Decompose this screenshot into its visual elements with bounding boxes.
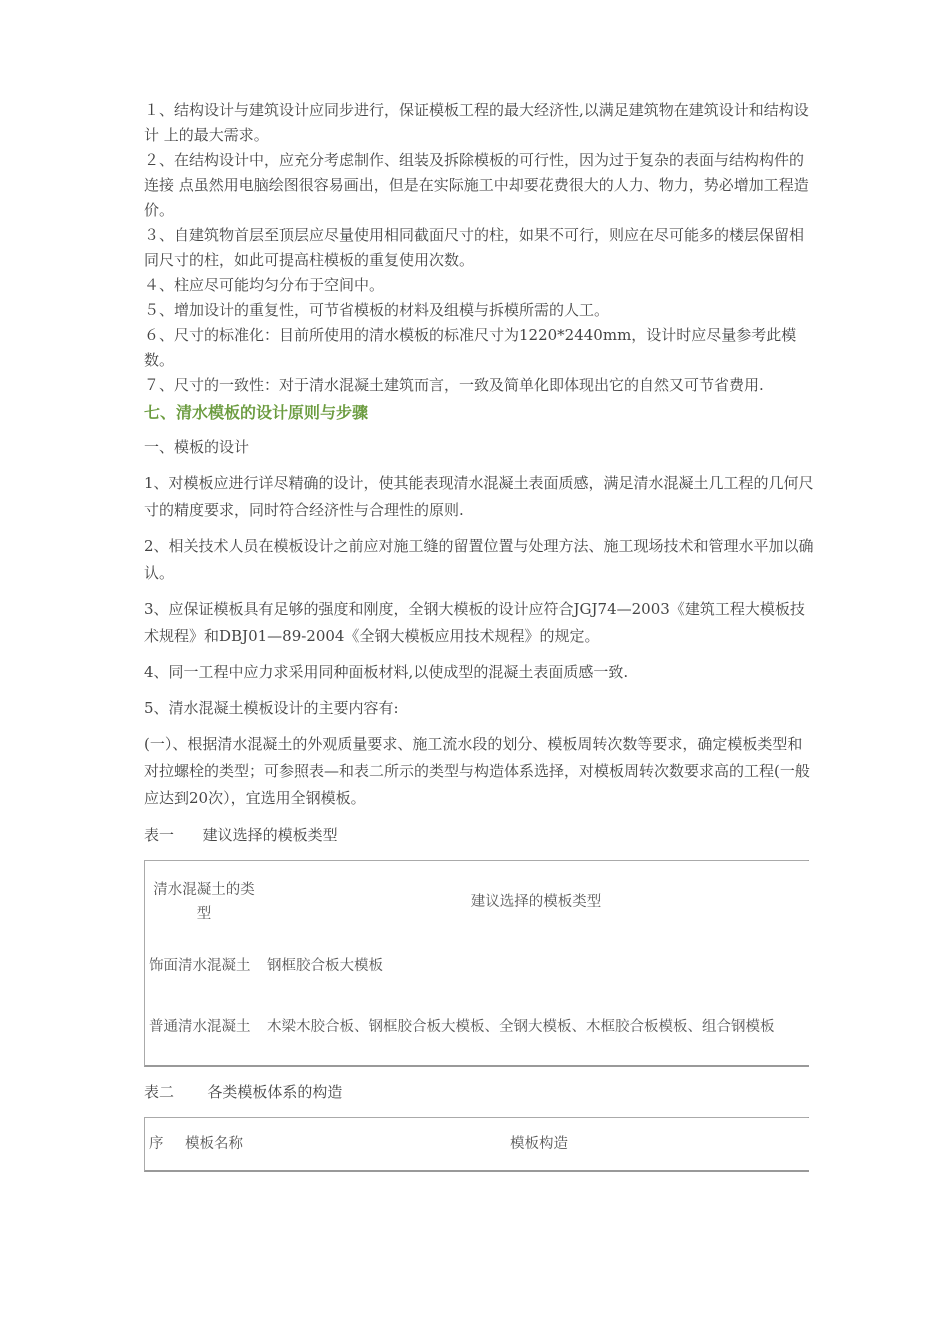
document-page xyxy=(144,98,814,1172)
list-item: ７、尺寸的一致性：对于清水混凝土建筑而言，一致及简单化即体现出它的自然又可节省费用. xyxy=(144,376,764,394)
table-cell: 饰面清水混凝土 xyxy=(149,958,251,974)
list-item: ２、在结构设计中，应充分考虑制作、组装及拆除模板的可行性，因为过于复杂的表面与结构构件的连接 点虽然用电脑绘图很容易画出，但是在实际施工中却要花费很大的人力、物力，势必增加工程造价。 xyxy=(144,151,809,219)
table-cell: 木梁木胶合板、钢框胶合板大模板、全钢大模板、木框胶合板模板、组合钢模板 xyxy=(267,1019,775,1035)
paragraph: 2、相关技术人员在模板设计之前应对施工缝的留置位置与处理方法、施工现场技术和管理水平加以确认。 xyxy=(144,537,814,582)
table-row xyxy=(145,943,809,989)
table2-caption: 表二 各类模板体系的构造 xyxy=(144,1083,343,1101)
paragraph: 4、同一工程中应力求采用同种面板材料,以使成型的混凝土表面质感一致. xyxy=(144,663,629,681)
list-item: １、结构设计与建筑设计应同步进行，保证模板工程的最大经济性,以满足建筑物在建筑设计和结构设计 上的最大需求。 xyxy=(144,101,809,144)
table1-caption: 表一 建议选择的模板类型 xyxy=(144,826,338,844)
table-header-cell: 序 xyxy=(149,1136,164,1152)
table-header-cell: 模板名称 xyxy=(185,1136,243,1152)
table2 xyxy=(144,1117,809,1172)
table-header-row xyxy=(145,861,809,943)
table-header-cell: 清水混凝土的类型 xyxy=(153,882,255,922)
table-row xyxy=(145,989,809,1065)
table-header-cell: 建议选择的模板类型 xyxy=(470,894,602,910)
table-cell: 普通清水混凝土 xyxy=(149,1019,251,1035)
subsection-title: 一、模板的设计 xyxy=(144,438,250,456)
design-list xyxy=(144,98,814,398)
list-item: ４、柱应尽可能均匀分布于空间中。 xyxy=(144,276,385,294)
list-item: ６、尺寸的标准化：目前所使用的清水模板的标准尺寸为1220*2440mm，设计时应尽量参考此模数。 xyxy=(144,326,797,369)
paragraph: 3、应保证模板具有足够的强度和刚度，全钢大模板的设计应符合JGJ74—2003《建筑工程大模板技术规程》和DBJ01—89-2004《全钢大模板应用技术规程》的规定。 xyxy=(144,600,805,645)
list-item: ３、自建筑物首层至顶层应尽量使用相同截面尺寸的柱，如果不可行，则应在尽可能多的楼层保留相同尺寸的柱，如此可提高柱模板的重复使用次数。 xyxy=(144,226,805,269)
table-header-cell: 模板构造 xyxy=(510,1136,568,1152)
paragraph: (一）、根据清水混凝土的外观质量要求、施工流水段的划分、模板周转次数等要求，确定模板类型和对拉螺栓的类型；可参照表—和表二所示的类型与构造体系选择，对模板周转次数要求高的工程(一般应达到20次），宜选用全钢模板。 xyxy=(144,735,810,807)
section-heading: 七、清水模板的设计原则与步骤 xyxy=(144,403,369,422)
table-cell: 钢框胶合板大模板 xyxy=(267,958,383,974)
list-item: ５、增加设计的重复性，可节省模板的材料及组模与拆模所需的人工。 xyxy=(144,301,610,319)
table-header-row xyxy=(145,1118,809,1170)
table1 xyxy=(144,860,809,1067)
paragraph: 1、对模板应进行详尽精确的设计，使其能表现清水混凝土表面质感，满足清水混凝土几工程的几何尺寸的精度要求，同时符合经济性与合理性的原则. xyxy=(144,474,814,519)
paragraph: 5、清水混凝土模板设计的主要内容有: xyxy=(144,699,399,717)
